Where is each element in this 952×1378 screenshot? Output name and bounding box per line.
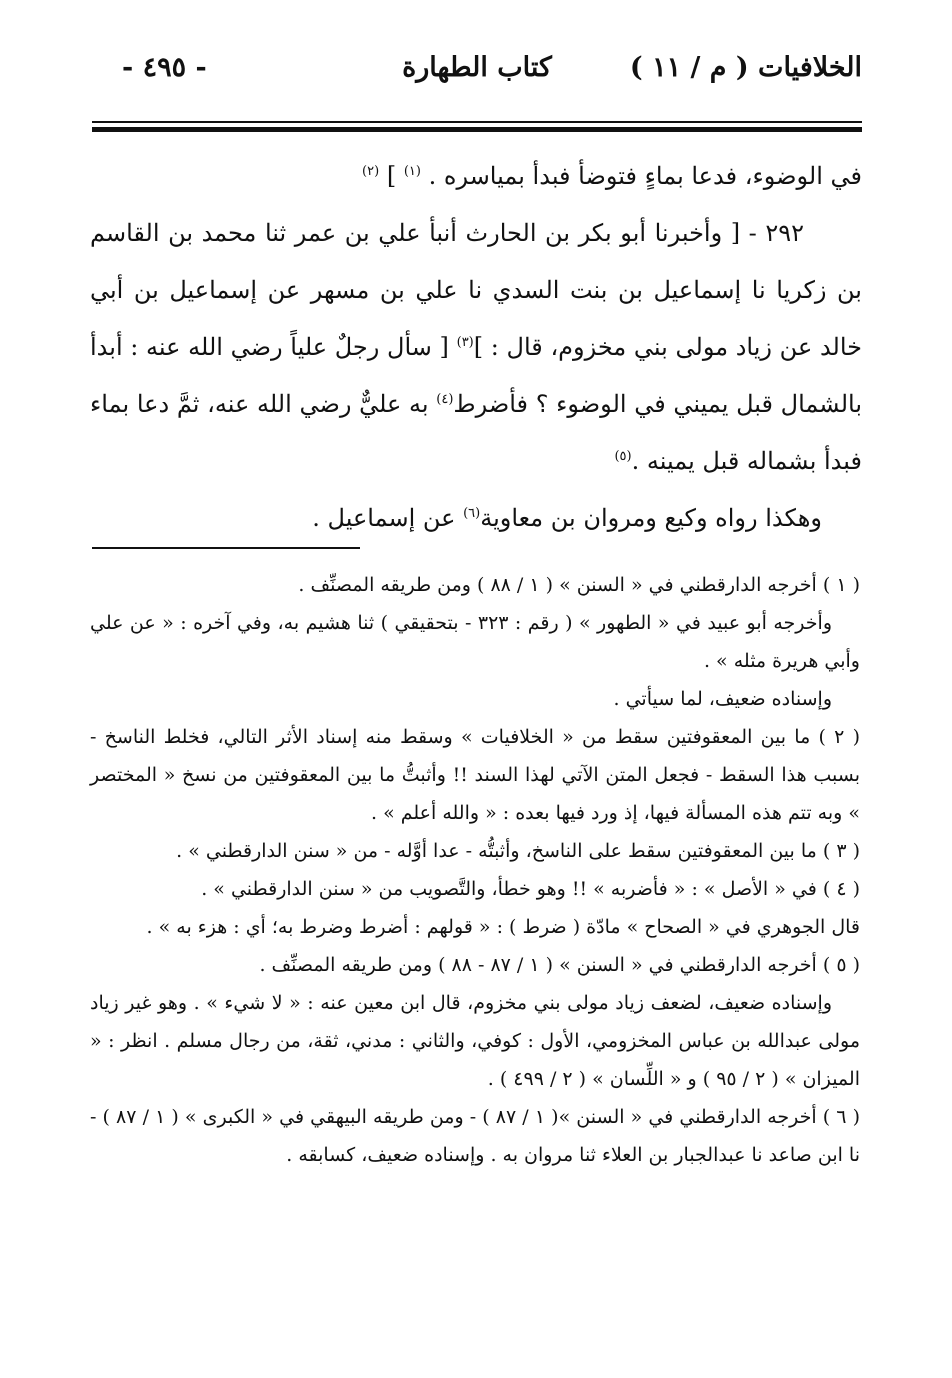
header-rule-thin: [92, 121, 862, 123]
continuation-paragraph: [90, 148, 862, 205]
hadith-292-isnad: ٢٩٢ - [ وأخبرنا أبو بكر بن الحارث أنبأ علي بن عمر ثنا محمد بن القاسم بن زكريا نا إسماعيل بن بنت السدي نا علي بن مسهر عن إسماعيل بن أبي خالد عن زياد مولى بني مخزوم، قال : ]: [90, 219, 863, 361]
footnote-5-continuation: [90, 984, 860, 1098]
footnote-5-grading: وإسناده ضعيف، لضعف زياد مولى بني مخزوم، قال ابن معين عنه : « لا شيء » . وهو غير زياد مولى عبدالله بن عباس المخزومي، الأول : كوفي، والثاني : مدني، ثقة، من رجال مسلم . انظر : « الميزان » ( ٢ / ٩٥ ) و « اللِّسان » ( ٢ / ٤٩٩ ) .: [90, 992, 860, 1090]
footnote-5: ( ٥ ) أخرجه الدارقطني في « السنن » ( ١ / ٨٧ - ٨٨ ) ومن طريقه المصنِّف .: [259, 954, 860, 976]
footnote-ref-4: (٤): [436, 392, 454, 407]
wahakadha-text-end: عن إسماعيل .: [312, 504, 464, 532]
page-header: [92, 52, 862, 96]
footnote-4: ( ٤ ) في « الأصل » : « فأضربه » !! وهو خطأ، والتَّصويب من « سنن الدارقطني » .: [201, 878, 860, 900]
hadith-292-matn: [ سأل رجلٌ علياً رضي الله عنه : أبدأ بالشمال قبل يميني في الوضوء ؟ فأضرط: [90, 333, 862, 418]
footnote-1-continuation: [90, 680, 860, 718]
footnote-separator: [92, 547, 360, 549]
footnotes-section: [90, 566, 860, 1174]
wahakadha-paragraph: [90, 490, 862, 547]
continuation-text: في الوضوء، فدعا بماءٍ فتوضأ فبدأ بمياسره .: [428, 162, 862, 190]
closing-bracket: ]: [386, 162, 397, 190]
footnote-6: ( ٦ ) أخرجه الدارقطني في « السنن »( ١ / ٨٧ ) - ومن طريقه البيهقي في « الكبرى » ( ١ / ٨٧ ) - نا ابن صاعد نا عبدالجبار بن العلاء ثنا مروان به . وإسناده ضعيف، كسابقه .: [90, 1106, 861, 1166]
footnote-ref-1: (١): [403, 164, 421, 179]
footnote-3: ( ٣ ) ما بين المعقوفتين سقط على الناسخ، وأثبتُّه - عدا أوَّله - من « سنن الدارقطني » .: [176, 840, 860, 862]
header-rule-thick: [92, 127, 862, 132]
page-number: - ٤٩٥ -: [122, 52, 207, 83]
footnote-ref-3: (٣): [456, 335, 474, 350]
hadith-292-matn-end: به عليٌّ رضي الله عنه، ثمَّ دعا بماء فبدأ بشماله قبل يمينه .: [90, 390, 862, 475]
footnote-ref-6: (٦): [463, 506, 481, 521]
volume-label: الخلافيات ( م / ١١ ): [629, 52, 862, 83]
footnote-4-continuation: قال الجوهري في « الصحاح » مادّة ( ضرط ) : « قولهم : أضرط وضرط به؛ أي : هزء به » .: [146, 916, 860, 938]
footnote-1-continuation: [90, 604, 860, 680]
hadith-292-paragraph: [90, 205, 862, 490]
chapter-title: كتاب الطهارة: [402, 52, 552, 83]
footnote-1: ( ١ ) أخرجه الدارقطني في « السنن » ( ١ / ٨٨ ) ومن طريقه المصنِّف .: [298, 574, 860, 596]
wahakadha-text: وهكذا رواه وكيع ومروان بن معاوية: [480, 504, 822, 532]
footnote-2: ( ٢ ) ما بين المعقوفتين سقط من « الخلافيات » وسقط منه إسناد الأثر التالي، فخلط الناسخ - بسبب هذا السقط - فجعل المتن الآتي لهذا السند !! وأثبتُّ ما بين المعقوفتين من نسخ « المختصر » وبه تتم هذه المسألة فيها، إذ ورد فيها بعده : « والله أعلم » .: [90, 726, 860, 824]
footnote-ref-2: (٢): [362, 164, 380, 179]
footnote-1-abu-ubaid: وأخرجه أبو عبيد في « الطهور » ( رقم : ٣٢٣ - بتحقيقي ) ثنا هشيم به، وفي آخره : « عن علي وأبي هريرة مثله » .: [90, 612, 860, 672]
footnote-1-grading: وإسناده ضعيف، لما سيأتي .: [613, 688, 832, 710]
footnote-ref-5: (٥): [614, 449, 632, 464]
